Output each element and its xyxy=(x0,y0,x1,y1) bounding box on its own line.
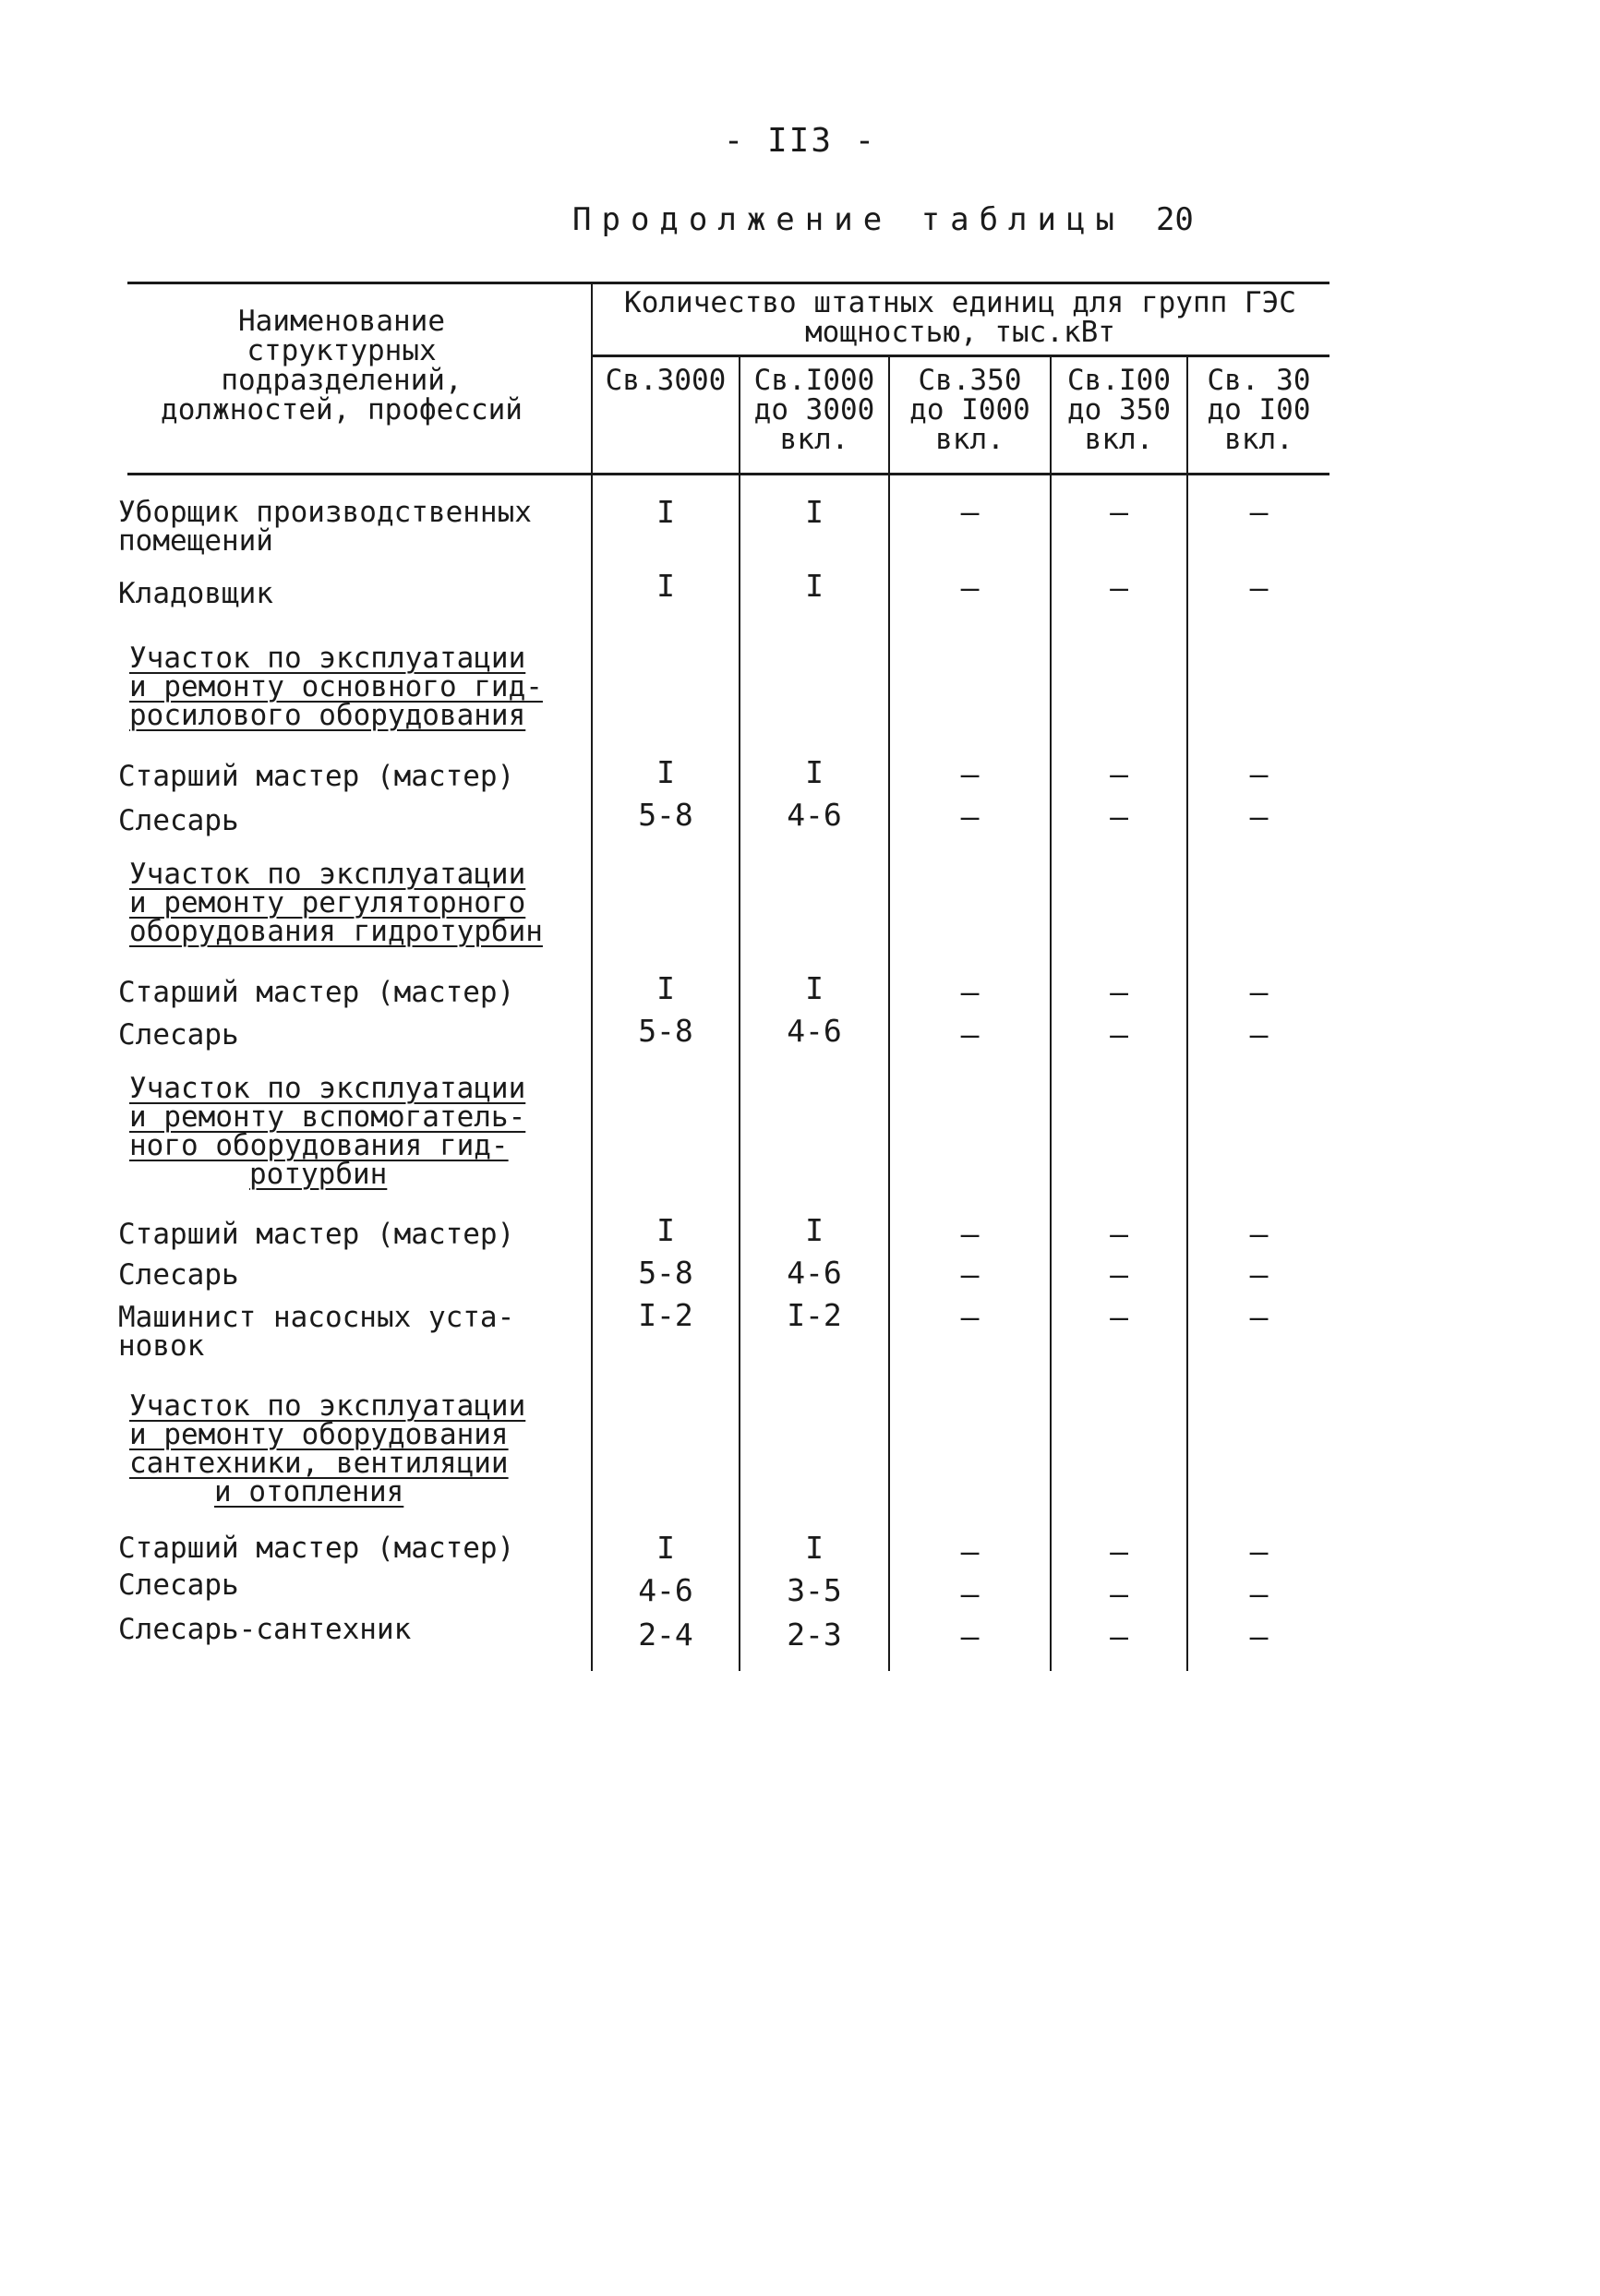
row-value: I xyxy=(805,754,824,790)
section-heading xyxy=(129,644,563,730)
header-group-title: Количество штатных единиц для групп ГЭС мощностью, тыс.кВт xyxy=(624,286,1296,349)
section-heading-line: сантехники, вентиляции xyxy=(129,1447,509,1480)
section-heading-line: и отопления xyxy=(214,1475,404,1509)
row-value: – xyxy=(1249,1576,1269,1612)
row-value: 2-3 xyxy=(787,1617,842,1653)
header-column: Св.350 до I000 вкл. xyxy=(909,364,1030,456)
header-column: Св. 30 до I00 вкл. xyxy=(1207,364,1311,456)
row-value: – xyxy=(1249,799,1269,835)
row-label: Слесарь-сантехник xyxy=(118,1613,412,1646)
row-value: – xyxy=(1110,974,1128,1010)
row-value: – xyxy=(960,756,980,792)
header-column: Св.I000 до 3000 вкл. xyxy=(753,364,875,456)
row-value: I xyxy=(805,568,824,604)
row-label: Уборщик производственных помещений xyxy=(118,496,532,558)
row-value: 4-6 xyxy=(787,1013,842,1049)
row-label: Слесарь xyxy=(118,804,239,837)
row-value: – xyxy=(1110,756,1128,792)
row-value: I xyxy=(656,1530,675,1566)
row-value: – xyxy=(1110,494,1128,530)
section-heading-line: Участок по эксплуатации xyxy=(129,1389,526,1423)
row-value: – xyxy=(1249,570,1269,606)
column-divider xyxy=(1186,356,1188,1671)
row-value: I xyxy=(805,494,824,530)
row-value: – xyxy=(1110,1299,1128,1335)
row-value: – xyxy=(1249,494,1269,530)
section-heading xyxy=(129,860,563,946)
row-value: 2-4 xyxy=(638,1617,693,1653)
row-value: – xyxy=(1249,1016,1269,1052)
column-divider xyxy=(888,356,890,1671)
row-label: Машинист насосных уста- новок xyxy=(118,1301,515,1363)
row-value: – xyxy=(960,1618,980,1654)
row-label: Слесарь xyxy=(118,1569,239,1602)
header-bottom-rule xyxy=(127,473,1329,475)
row-value: – xyxy=(1249,1533,1269,1569)
row-value: 4-6 xyxy=(787,1255,842,1291)
table-top-rule xyxy=(127,282,1329,284)
section-heading-line: и ремонту вспомогатель- xyxy=(129,1100,526,1134)
section-heading xyxy=(129,1389,563,1509)
row-value: – xyxy=(1249,1216,1269,1252)
row-value: 5-8 xyxy=(638,1255,693,1291)
section-heading-line: ротурбин xyxy=(249,1158,388,1191)
section-heading-line: и ремонту основного гид- xyxy=(129,670,543,703)
row-value: 5-8 xyxy=(638,797,693,833)
row-label: Кладовщик xyxy=(118,577,273,610)
section-heading-line: росилового оборудования xyxy=(129,699,526,732)
row-value: – xyxy=(1110,1533,1128,1569)
row-value: I xyxy=(805,1530,824,1566)
table-continuation-heading xyxy=(572,201,1194,238)
row-value: I xyxy=(656,754,675,790)
row-value: 4-6 xyxy=(638,1572,693,1608)
row-value: – xyxy=(1249,974,1269,1010)
row-value: – xyxy=(960,1576,980,1612)
row-value: 5-8 xyxy=(638,1013,693,1049)
row-value: – xyxy=(1110,1618,1128,1654)
header-column: Св.3000 xyxy=(605,364,727,397)
group-header-rule xyxy=(591,355,1329,357)
row-label: Слесарь xyxy=(118,1018,239,1052)
row-value: – xyxy=(960,1533,980,1569)
row-value: – xyxy=(960,1016,980,1052)
section-heading-line: Участок по эксплуатации xyxy=(129,1072,526,1105)
row-value: – xyxy=(1110,799,1128,835)
row-value: – xyxy=(960,1256,980,1292)
row-value: I xyxy=(656,1212,675,1248)
row-value: I xyxy=(656,568,675,604)
row-value: – xyxy=(1249,1618,1269,1654)
page-number: - II3 - xyxy=(723,122,877,160)
row-value: – xyxy=(1249,1299,1269,1335)
table-number: 20 xyxy=(1155,201,1194,238)
section-heading-line: оборудования гидротурбин xyxy=(129,915,543,948)
row-label: Старший мастер (мастер) xyxy=(118,976,515,1009)
row-label: Слесарь xyxy=(118,1258,239,1292)
row-value: – xyxy=(1249,756,1269,792)
row-value: I xyxy=(656,494,675,530)
row-value: – xyxy=(960,974,980,1010)
section-heading-line: Участок по эксплуатации xyxy=(129,858,526,891)
row-value: – xyxy=(1110,570,1128,606)
row-value: – xyxy=(960,1299,980,1335)
row-value: I xyxy=(805,1212,824,1248)
row-value: I-2 xyxy=(787,1297,842,1333)
section-heading-line: ного оборудования гид- xyxy=(129,1129,509,1162)
row-label: Старший мастер (мастер) xyxy=(118,1218,515,1251)
section-heading-line: и ремонту оборудования xyxy=(129,1418,509,1451)
row-value: – xyxy=(1110,1576,1128,1612)
section-heading-line: Участок по эксплуатации xyxy=(129,642,526,675)
row-value: – xyxy=(960,799,980,835)
row-value: – xyxy=(960,1216,980,1252)
row-value: – xyxy=(1249,1256,1269,1292)
column-divider xyxy=(739,356,740,1671)
section-heading xyxy=(129,1072,563,1191)
row-label: Старший мастер (мастер) xyxy=(118,760,515,793)
row-value: – xyxy=(960,570,980,606)
row-value: 3-5 xyxy=(787,1572,842,1608)
row-value: I xyxy=(656,970,675,1006)
row-value: I-2 xyxy=(638,1297,693,1333)
row-value: – xyxy=(1110,1016,1128,1052)
column-divider xyxy=(1050,356,1052,1671)
row-value: – xyxy=(1110,1216,1128,1252)
header-column: Св.I00 до 350 вкл. xyxy=(1067,364,1171,456)
row-label: Старший мастер (мастер) xyxy=(118,1532,515,1565)
row-value: – xyxy=(960,494,980,530)
row-value: 4-6 xyxy=(787,797,842,833)
continuation-label: Продолжение таблицы xyxy=(572,201,1125,238)
row-value: – xyxy=(1110,1256,1128,1292)
header-name-column: Наименование структурных подразделений, должностей, профессий xyxy=(161,305,523,427)
row-value: I xyxy=(805,970,824,1006)
section-heading-line: и ремонту регуляторного xyxy=(129,886,526,920)
